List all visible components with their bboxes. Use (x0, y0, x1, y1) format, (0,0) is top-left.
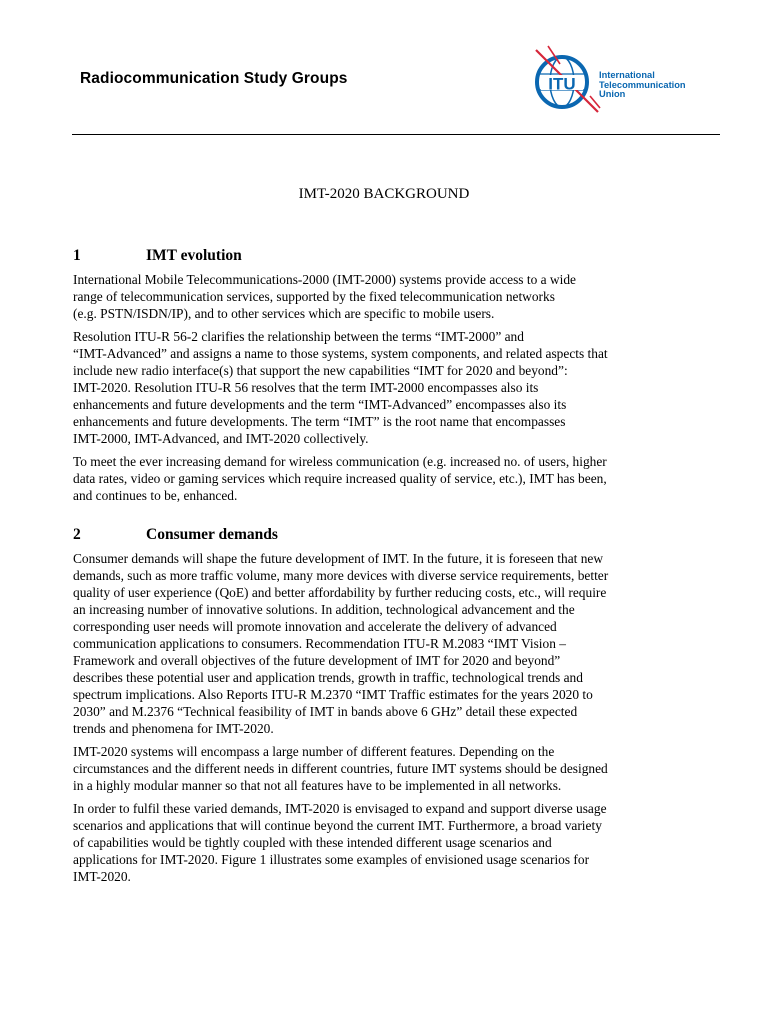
paragraph (73, 328, 699, 447)
text-line: include new radio interface(s) that support the new capabilities “IMT for 2020 and beyond”: (73, 363, 568, 378)
text-line: (e.g. PSTN/ISDN/IP), and to other services which are specific to mobile users. (73, 306, 495, 321)
text-line: range of telecommunication services, supported by the fixed telecommunication networks (73, 289, 555, 304)
itu-globe-icon (528, 44, 602, 118)
text-line: quality of user experience (QoE) and better affordability by further reducing costs, etc., will require (73, 585, 607, 600)
text-line: an increasing number of innovative solutions. In addition, technological advancement and the (73, 602, 575, 617)
text-line: in a highly modular manner so that not all features have to be implemented in all networks. (73, 778, 562, 793)
paragraph (73, 743, 699, 794)
text-line: Resolution ITU-R 56-2 clarifies the relationship between the terms “IMT-2000” and (73, 329, 524, 344)
text-line: describes these potential user and application trends, growth in traffic, technological trends and (73, 670, 583, 685)
text-line: 2030” and M.2376 “Technical feasibility of IMT in bands above 6 GHz” detail these expected (73, 704, 578, 719)
itu-logo (528, 44, 718, 118)
document-title: IMT-2020 BACKGROUND (298, 186, 470, 202)
text-line: trends and phenomena for IMT-2020. (73, 721, 274, 736)
itu-logo-text (599, 71, 686, 100)
paragraph (73, 271, 699, 322)
paragraph (73, 550, 699, 737)
text-line: In order to fulfil these varied demands, IMT-2020 is envisaged to expand and support diverse usage (73, 801, 607, 816)
text-line: circumstances and the different needs in different countries, future IMT systems should be designed (73, 761, 608, 776)
text-line: enhancements and future developments. The term “IMT” is the root name that encompasses (73, 414, 566, 429)
text-line: demands, such as more traffic volume, many more devices with diverse service requirements, better (73, 568, 609, 583)
text-line: IMT-2020. Resolution ITU-R 56 resolves that the term IMT-2000 encompasses also its (73, 380, 539, 395)
spacer (73, 510, 699, 523)
header-divider (72, 134, 720, 135)
itu-logo-mark: ITU (548, 74, 576, 94)
logo-line: Union (599, 89, 626, 99)
text-line: scenarios and applications that will continue beyond the current IMT. Furthermore, a broad variety (73, 818, 602, 833)
logo-line: International (599, 70, 655, 80)
text-line: IMT-2000, IMT-Advanced, and IMT-2020 collectively. (73, 431, 369, 446)
text-line: communication applications to consumers. Recommendation ITU-R M.2083 “IMT Vision – (73, 636, 566, 651)
document-body (73, 244, 699, 891)
text-line: Consumer demands will shape the future development of IMT. In the future, it is foreseen that new (73, 551, 604, 566)
paragraph (73, 453, 699, 504)
text-line: To meet the ever increasing demand for wireless communication (e.g. increased no. of users, higher (73, 454, 607, 469)
text-line: “IMT-Advanced” and assigns a name to those systems, system components, and related aspects that (73, 346, 608, 361)
text-line: data rates, video or gaming services which require increased quality of service, etc.), IMT has been, (73, 471, 607, 486)
text-line: spectrum implications. Also Reports ITU-R M.2370 “IMT Traffic estimates for the years 2020 to (73, 687, 593, 702)
text-line: enhancements and future developments and the term “IMT-Advanced” encompasses also its (73, 397, 567, 412)
text-line: IMT-2020 systems will encompass a large number of different features. Depending on the (73, 744, 555, 759)
section-title: Consumer demands (146, 526, 278, 543)
logo-line: Telecommunication (599, 79, 686, 90)
text-line: IMT-2020. (73, 869, 131, 884)
text-line: corresponding user needs will promote innovation and accelerate the delivery of advanced (73, 619, 557, 634)
text-line: applications for IMT-2020. Figure 1 illustrates some examples of envisioned usage scenarios for (73, 852, 590, 867)
text-line: of capabilities would be tightly coupled with these intended different usage scenarios and (73, 835, 552, 850)
text-line: Framework and overall objectives of the future development of IMT for 2020 and beyond” (73, 653, 561, 668)
section-number: 1 (73, 247, 81, 264)
text-line: and continues to be, enhanced. (73, 488, 238, 503)
section-title: IMT evolution (146, 247, 242, 264)
study-groups-title: Radiocommunication Study Groups (80, 70, 348, 87)
section-heading (73, 244, 699, 266)
text-line: International Mobile Telecommunications-2000 (IMT-2000) systems provide access to a wide (73, 272, 576, 287)
section-heading (73, 523, 699, 545)
paragraph (73, 800, 699, 885)
section-number: 2 (73, 526, 81, 543)
